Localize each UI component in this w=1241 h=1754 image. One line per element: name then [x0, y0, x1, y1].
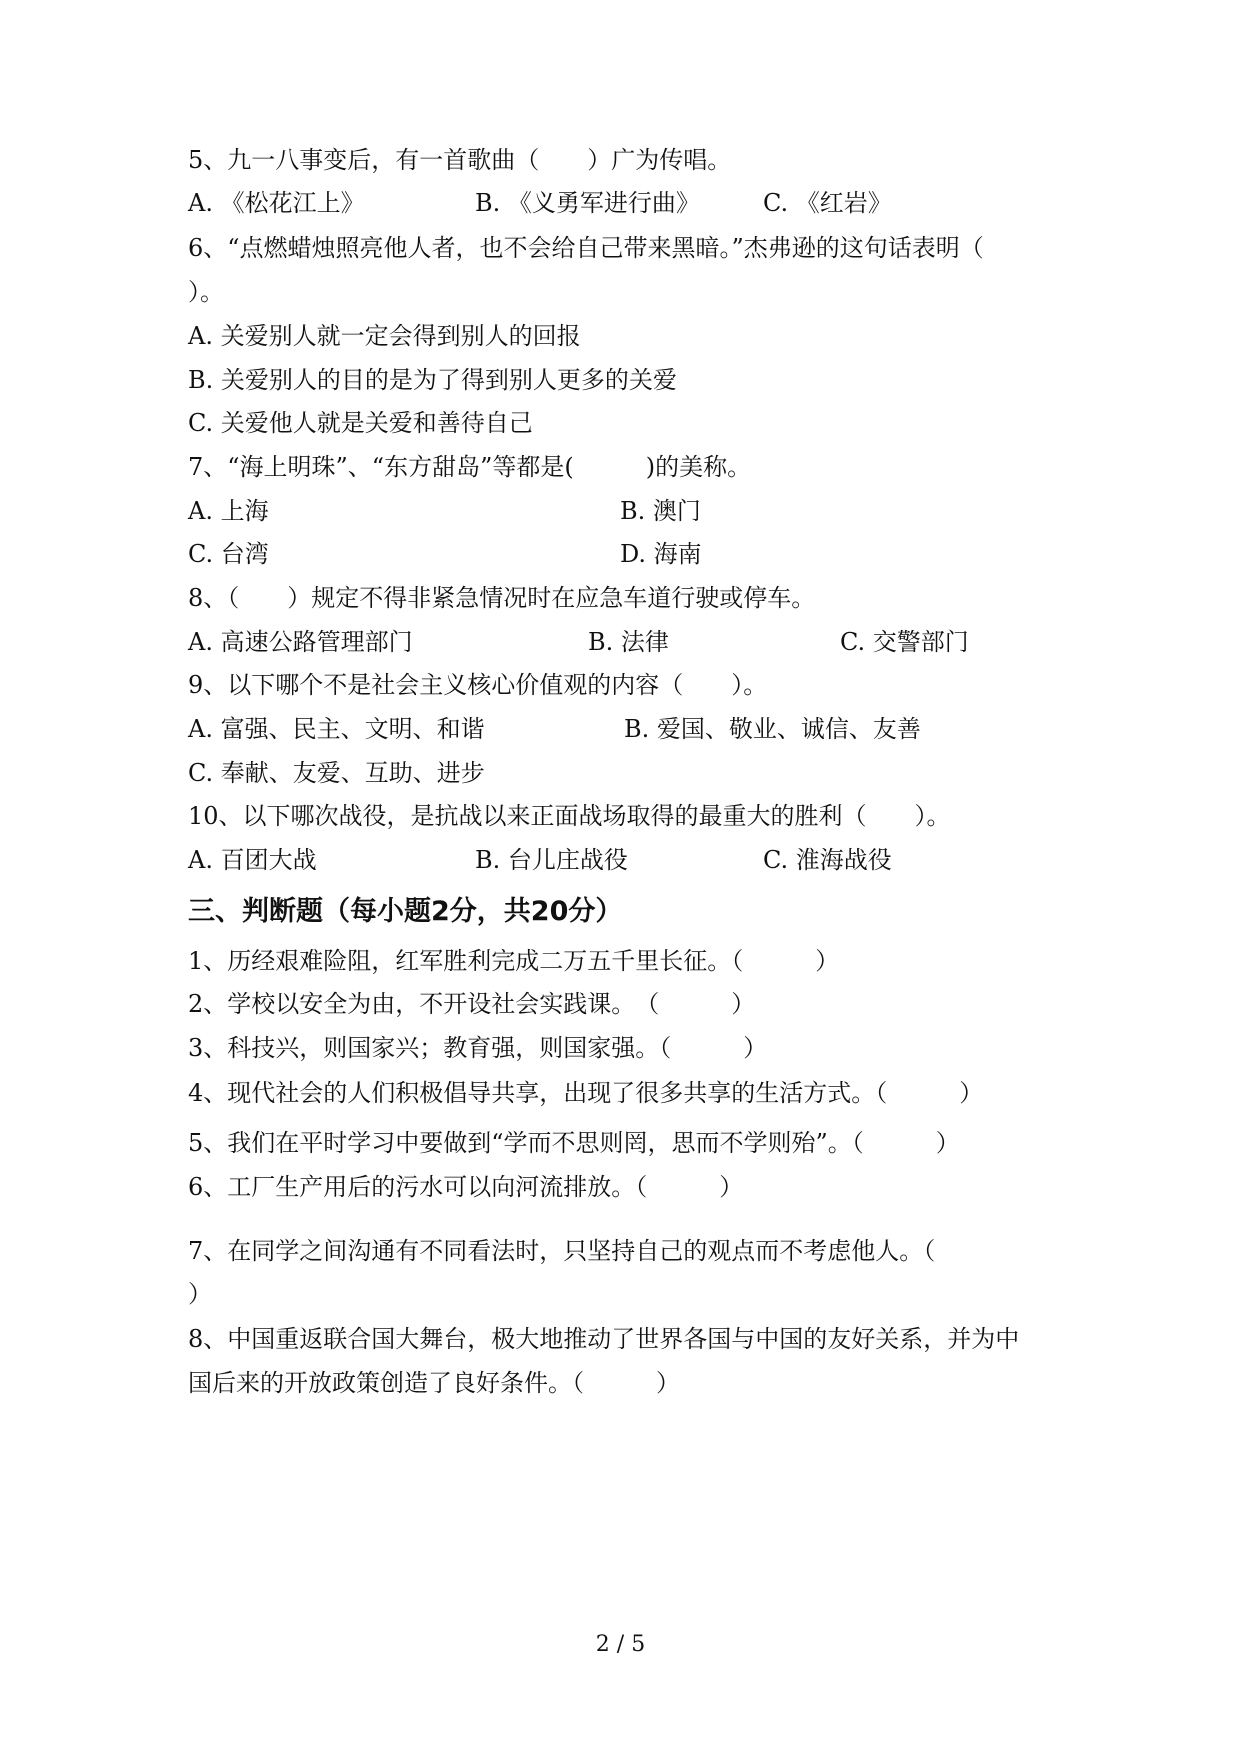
question-7-option-a: A. 上海 — [188, 497, 269, 525]
question-5-option-c: C. 《红岩》 — [763, 189, 892, 217]
judgment-item-8-cont: 国后来的开放政策创造了良好条件。（ ） — [188, 1369, 680, 1397]
question-5-option-a: A. 《松花江上》 — [188, 189, 365, 217]
question-10-option-a: A. 百团大战 — [188, 846, 317, 874]
judgment-item-6: 6、工厂生产用后的污水可以向河流排放。（ ） — [188, 1173, 744, 1201]
question-6-option-c: C. 关爱他人就是关爱和善待自己 — [188, 409, 533, 437]
section-heading: 三、判断题（每小题2分，共20分） — [188, 896, 623, 927]
question-9-option-b: B. 爱国、敬业、诚信、友善 — [624, 715, 921, 743]
judgment-item-5: 5、我们在平时学习中要做到“学而不思则罔，思而不学则殆”。（ ） — [188, 1129, 960, 1157]
question-7-stem: 7、“海上明珠”、“东方甜岛”等都是( )的美称。 — [188, 453, 752, 481]
question-8-stem: 8、（ ）规定不得非紧急情况时在应急车道行驶或停车。 — [188, 584, 816, 612]
question-10-stem: 10、以下哪次战役，是抗战以来正面战场取得的最重大的胜利（ ）。 — [188, 802, 951, 830]
question-5-stem: 5、九一八事变后，有一首歌曲（ ）广为传唱。 — [188, 146, 732, 174]
question-6-stem-cont: ）。 — [188, 278, 224, 306]
question-10-option-c: C. 淮海战役 — [763, 846, 892, 874]
judgment-item-7: 7、在同学之间沟通有不同看法时，只坚持自己的观点而不考虑他人。（ — [188, 1237, 936, 1265]
judgment-item-8: 8、中国重返联合国大舞台，极大地推动了世界各国与中国的友好关系，并为中 — [188, 1325, 1020, 1353]
question-6-stem: 6、“点燃蜡烛照亮他人者，也不会给自己带来黑暗。”杰弗逊的这句话表明（ — [188, 234, 984, 262]
question-6-option-a: A. 关爱别人就一定会得到别人的回报 — [188, 322, 581, 350]
judgment-item-7-cont: ） — [188, 1280, 212, 1308]
judgment-item-3: 3、科技兴，则国家兴；教育强，则国家强。（ ） — [188, 1034, 768, 1062]
question-8-option-b: B. 法律 — [588, 628, 669, 656]
question-8-option-a: A. 高速公路管理部门 — [188, 628, 413, 656]
question-7-option-c: C. 台湾 — [188, 540, 269, 568]
question-9-option-a: A. 富强、民主、文明、和谐 — [188, 715, 485, 743]
question-8-option-c: C. 交警部门 — [840, 628, 969, 656]
question-9-stem: 9、以下哪个不是社会主义核心价值观的内容（ ）。 — [188, 671, 768, 699]
question-9-option-c: C. 奉献、友爱、互助、进步 — [188, 759, 485, 787]
question-7-option-b: B. 澳门 — [620, 497, 701, 525]
question-6-option-b: B. 关爱别人的目的是为了得到别人更多的关爱 — [188, 366, 677, 394]
judgment-item-4: 4、现代社会的人们积极倡导共享，出现了很多共享的生活方式。（ ） — [188, 1079, 984, 1107]
question-5-option-b: B. 《义勇军进行曲》 — [475, 189, 700, 217]
judgment-item-1: 1、历经艰难险阻，红军胜利完成二万五千里长征。（ ） — [188, 947, 840, 975]
judgment-item-2: 2、学校以安全为由，不开设社会实践课。 （ ） — [188, 990, 756, 1018]
question-10-option-b: B. 台儿庄战役 — [475, 846, 628, 874]
page-number: 2 / 5 — [595, 1632, 646, 1657]
question-7-option-d: D. 海南 — [620, 540, 702, 568]
